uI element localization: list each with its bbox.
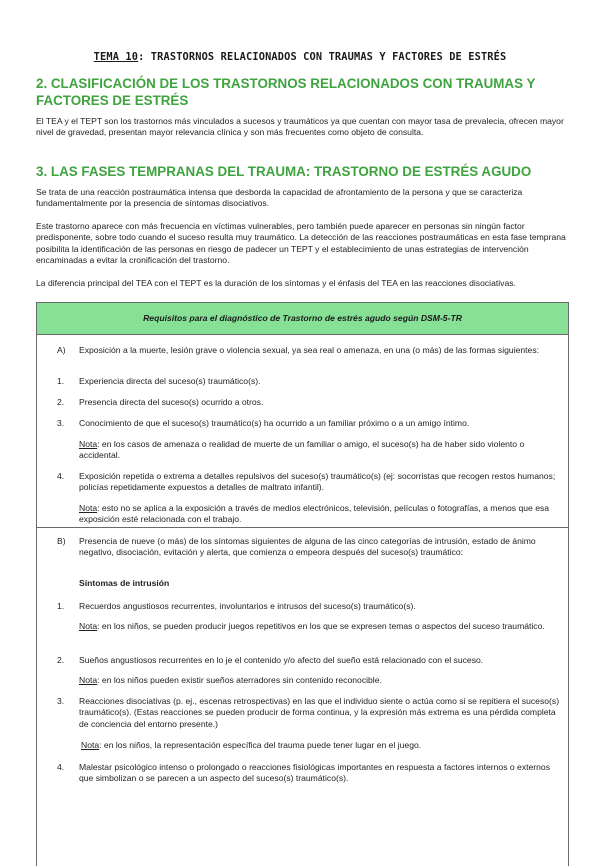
note-text: : en los casos de amenaza o realidad de muerte de un familiar o amigo, el suceso(s) ha de haber sido violento o accidental.: [79, 439, 525, 461]
note-label: Nota: [79, 675, 98, 685]
note-label: Nota: [79, 621, 98, 631]
note-text: : en los niños, se pueden producir juegos repetitivos en los que se expresen temas o aspectos del suceso traumático.: [97, 621, 545, 631]
table-title: Requisitos para el diagnóstico de Trastorno de estrés agudo según DSM-5-TR: [143, 313, 462, 323]
table-header: [37, 303, 568, 335]
criterion-b-item-3-num: 3.: [57, 696, 65, 706]
criterion-a-item-2: Presencia directa del suceso(s) ocurrido a otros.: [79, 397, 264, 407]
dsm-criteria-table: [36, 302, 569, 866]
section-2-paragraph: El TEA y el TEPT son los trastornos más vinculados a sucesos y traumáticos ya que cuentan con mayor tasa de prevalecia, ofrecen mayor nivel de gravedad, presentan mayor relevancia clínica y son más frecuentes como objeto de consulta.: [36, 116, 564, 138]
criterion-b-item-3: Reacciones disociativas (p. ej., escenas retrospectivas) en las que el individuo siente o actúa como si se repitiera el suceso(s) traumático(s). (Estas reacciones se pueden producir de forma continua, y la expresión más extrema es una pérdida completa de conciencia del entorno presente.): [79, 696, 560, 729]
criterion-b-text: Presencia de nueve (o más) de los síntomas siguientes de alguna de las cinco categorías de intrusión, estado de ánimo negativo, disociación, evitación y alerta, que comienza o empeora después del suceso(s) traumático:: [79, 536, 536, 558]
table-row-divider: [37, 527, 568, 528]
criterion-b-note-2: [79, 675, 561, 686]
section-2-heading: [36, 75, 576, 109]
note-text: : en los niños, la representación específica del trauma puede tener lugar en el juego.: [99, 740, 422, 750]
topic-number: TEMA 10: [93, 51, 139, 63]
criterion-a-item-3-num: 3.: [57, 418, 65, 428]
criterion-b-note-3: [81, 740, 561, 751]
topic-title: : TRASTORNOS RELACIONADOS CON TRAUMAS Y FACTORES DE ESTRÉS: [138, 51, 507, 63]
section-2-heading-line1: 2. CLASIFICACIÓN DE LOS TRASTORNOS RELACIONADOS CON TRAUMAS Y: [36, 76, 536, 91]
section-2-heading-line2: FACTORES DE ESTRÉS: [36, 93, 189, 108]
criterion-b-marker: B): [57, 536, 66, 546]
criterion-a-text: Exposición a la muerte, lesión grave o violencia sexual, ya sea real o amenaza, en una (o más) de las formas siguientes:: [79, 345, 540, 355]
section-3-paragraph-1: Se trata de una reacción postraumática intensa que desborda la capacidad de afrontamiento de la persona y que se caracteriza fundamentalmente por la presencia de síntomas disociativos.: [36, 187, 523, 209]
note-label: Nota: [79, 439, 98, 449]
criterion-a-marker: A): [57, 345, 66, 355]
criterion-a-item-3: Conocimiento de que el suceso(s) traumático(s) ha ocurrido a un familiar próximo o a un amigo íntimo.: [79, 418, 470, 428]
criterion-a-item-4-num: 4.: [57, 471, 65, 481]
criterion-a-item-1: Experiencia directa del suceso(s) traumático(s).: [79, 376, 261, 386]
criterion-b-item-1: Recuerdos angustiosos recurrentes, involuntarios e intrusos del suceso(s) traumático(s).: [79, 601, 416, 611]
note-text: : esto no se aplica a la exposición a través de medios electrónicos, televisión, películas o fotografías, a menos que esa exposición esté relacionada con el trabajo.: [79, 503, 550, 525]
criterion-a-note-3: [79, 439, 549, 462]
criterion-b-item-4-num: 4.: [57, 762, 65, 772]
note-label: Nota: [79, 503, 98, 513]
criterion-b-note-1: [79, 621, 561, 632]
criterion-b-item-2-num: 2.: [57, 655, 65, 665]
note-label: Nota: [81, 740, 100, 750]
section-3-paragraph-3: La diferencia principal del TEA con el TEPT es la duración de los síntomas y el énfasis del TEA en las reacciones disociativas.: [36, 278, 516, 288]
criterion-a-item-4: Exposición repetida o extrema a detalles repulsivos del suceso(s) traumático(s) (ej: socorristas que recogen restos humanos; policías repetidamente expuestos a detalles de maltrato infantil).: [79, 471, 556, 493]
criterion-a-item-1-num: 1.: [57, 376, 65, 386]
criterion-b-item-1-num: 1.: [57, 601, 65, 611]
criterion-b-item-4: Malestar psicológico intenso o prolongado o reacciones fisiológicas importantes en respuesta a factores internos o externos que simbolizan o se parecen a un aspecto del suceso(s) traumático(s).: [79, 762, 551, 784]
section-3-heading: 3. LAS FASES TEMPRANAS DEL TRAUMA: TRASTORNO DE ESTRÉS AGUDO: [36, 164, 532, 179]
topic-header: [0, 51, 600, 63]
criterion-a-note-4: [79, 503, 561, 526]
section-3-paragraph-2: Este trastorno aparece con más frecuencia en víctimas vulnerables, pero también puede aparecer en personas sin ningún factor predisponente, sobre todo cuando el suceso resulta muy traumático. La detección de las reacciones postraumáticas en esta fase temprana posibilita la identificación de las personas en riesgo de padecer un TEPT y el establecimiento de unas estrategias de intervención encaminadas a evitar la cronificación del trastorno.: [36, 221, 566, 266]
note-text: : en los niños pueden existir sueños aterradores sin contenido reconocible.: [97, 675, 382, 685]
criterion-b-item-2: Sueños angustiosos recurrentes en lo je el contenido y/o afecto del sueño está relacionado con el suceso.: [79, 655, 484, 665]
intrusion-symptoms-subheading: Síntomas de intrusión: [79, 578, 170, 588]
criterion-a-item-2-num: 2.: [57, 397, 65, 407]
